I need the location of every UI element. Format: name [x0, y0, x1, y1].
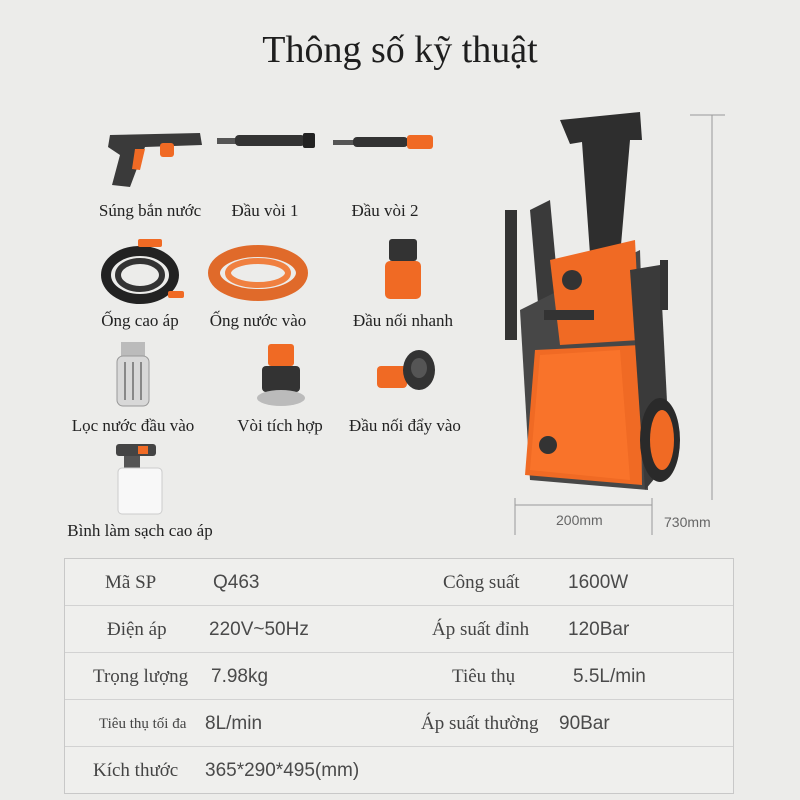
accessory-label: Đầu vòi 1 — [231, 201, 299, 220]
spec-key: Áp suất thường — [421, 712, 539, 734]
spec-value: 8L/min — [205, 712, 263, 734]
spec-value: 7.98kg — [211, 665, 269, 687]
spec-value: 365*290*495(mm) — [205, 759, 360, 781]
table-row — [65, 747, 733, 794]
spec-table — [64, 558, 734, 794]
spec-value: 220V~50Hz — [209, 618, 309, 640]
spec-value: Q463 — [213, 571, 260, 593]
spec-value: 1600W — [568, 571, 629, 593]
accessory-label: Súng bắn nước — [98, 201, 202, 220]
accessory-label: Đầu vòi 2 — [351, 201, 419, 220]
table-row — [65, 606, 733, 653]
page-title: Thông số kỹ thuật — [262, 29, 538, 71]
spec-value: 5.5L/min — [573, 665, 646, 687]
table-row — [65, 653, 733, 700]
spec-key: Tiêu thụ tối đa — [99, 715, 187, 732]
accessory-label: Ống nước vào — [209, 311, 307, 330]
accessory-label: Lọc nước đầu vào — [71, 416, 195, 435]
width-dimension-label: 200mm — [556, 512, 603, 528]
accessory-label: Đầu nối nhanh — [352, 311, 454, 330]
spec-key: Trọng lượng — [93, 665, 189, 687]
table-row — [65, 559, 733, 606]
accessory-label: Ống cao áp — [101, 311, 179, 330]
height-dimension-label: 730mm — [664, 514, 711, 530]
spec-value: 90Bar — [559, 712, 610, 734]
accessory-label: Bình làm sạch cao áp — [67, 521, 213, 540]
accessory-label: Vòi tích hợp — [237, 416, 323, 435]
spec-key: Tiêu thụ — [452, 665, 516, 687]
spec-key: Áp suất đỉnh — [432, 618, 530, 640]
spec-value: 120Bar — [568, 618, 630, 640]
spec-key: Công suất — [443, 571, 520, 593]
spec-key: Mã SP — [105, 571, 157, 593]
spec-key: Kích thước — [93, 759, 179, 781]
spec-key: Điện áp — [107, 618, 167, 640]
table-row — [65, 700, 733, 747]
accessory-label: Đầu nối đẩy vào — [349, 416, 461, 435]
